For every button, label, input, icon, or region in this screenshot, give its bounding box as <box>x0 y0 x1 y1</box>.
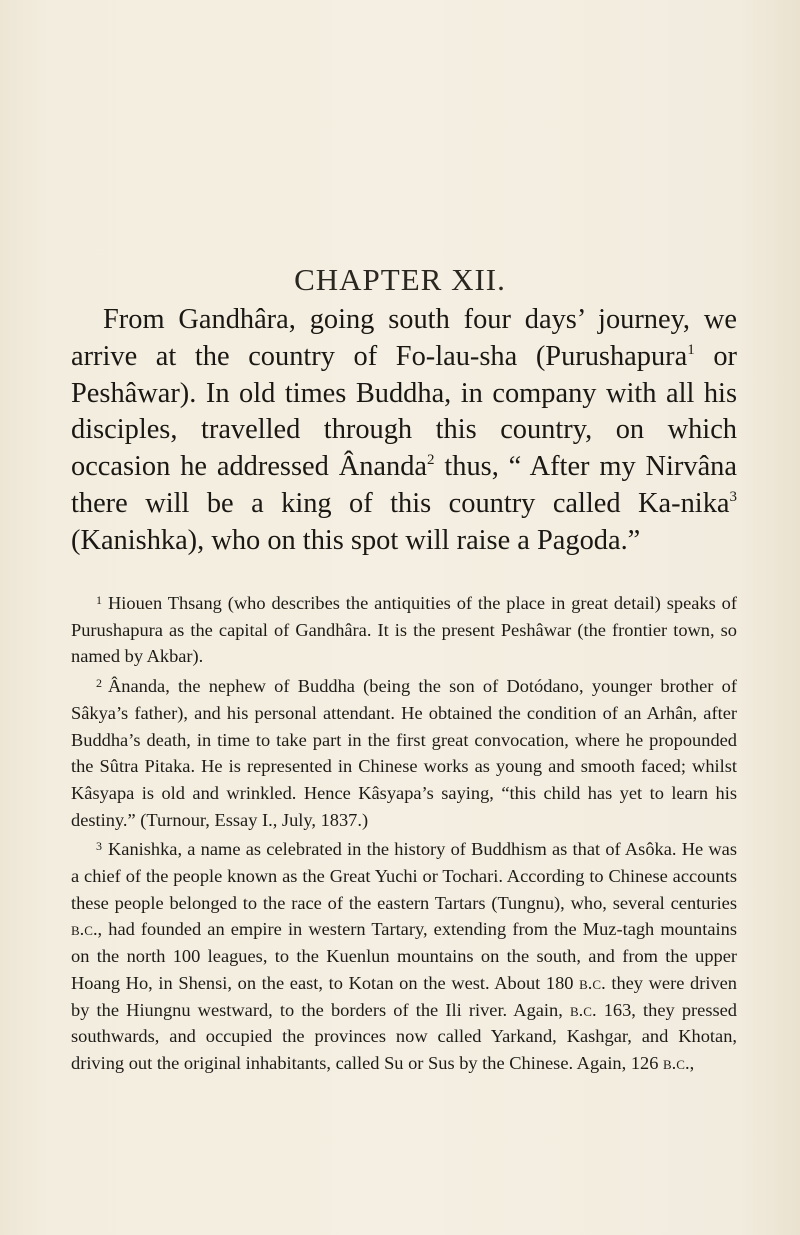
era-abbrev: b.c. <box>663 1052 690 1073</box>
footnote-1 <box>71 587 737 670</box>
paragraph-text-2: or Peshâwar). In old times Buddha, in company with all his disciples, travelled through this country, on which occasion he addressed Ânanda <box>71 340 737 483</box>
footnote-marker: 1 <box>96 593 102 607</box>
footnote-ref-3: 3 <box>729 488 737 505</box>
footnote-text: , had founded an empire in western Tartary, extending from the Muz-tagh mountains on the north 100 leagues, to the Kuenlun mountains on the south, and from the upper Hoang Ho, in Shensi, on the east, to Kotan on the west. About 180 <box>71 919 737 993</box>
footnote-text: Kanishka, a name as celebrated in the history of Buddhism as that of Asôka. He was a chief of the people known as the Great Yuchi or Tochari. According to Chinese accounts these people belonged to the race of the eastern Tartars (Tungnu), who, several centuries <box>71 839 737 913</box>
footnote-ref-1: 1 <box>687 341 695 358</box>
era-abbrev: b.c. <box>579 972 606 993</box>
main-paragraph <box>71 302 737 560</box>
footnote-ref-2: 2 <box>427 452 435 469</box>
era-abbrev: b.c. <box>570 999 597 1020</box>
chapter-title: CHAPTER XII. <box>294 262 506 297</box>
footnote-text: 163, they pressed southwards, and occupied the provinces now called Yarkand, Kashgar, and Khotan, driving out the original inhabitants, called Su or Sus by the Chinese. Again, 126 <box>71 999 737 1073</box>
footnote-marker: 2 <box>96 676 102 691</box>
era-abbrev: b.c. <box>71 919 98 940</box>
footnote-2 <box>71 670 737 833</box>
footnote-marker: 3 <box>96 839 102 854</box>
paragraph-text-3: thus, “ After my Nirvâna there will be a king of this country called Ka-nika <box>71 451 737 519</box>
footnote-3 <box>71 833 737 1076</box>
footnote-text: , <box>689 1052 695 1073</box>
footnote-text: they were driven by the Hiungnu westward, to the borders of the Ili river. Again, <box>71 972 738 1020</box>
footnote-text: Hiouen Thsang (who describes the antiquities of the place in great detail) speaks of Purushapura as the capital of Gandhâra. It is the present Peshâwar (the frontier town, so named by Akbar). <box>71 593 737 667</box>
footnote-text: Ânanda, the nephew of Buddha (being the son of Dotódano, younger brother of Sâkya’s father), and his personal attendant. He obtained the condition of an Arhân, after Buddha’s death, in time to take part in the first great convocation, where he propounded the Sûtra Pitaka. He is represented in Chinese works as young and smooth faced; whilst Kâsyapa is old and wrinkled. Hence Kâsyapa’s saying, “this child has yet to learn his destiny.” (Turnour, Essay I., July, 1837.) <box>71 676 737 830</box>
paragraph-text-4: (Kanishka), who on this spot will raise a Pagoda.” <box>71 524 641 556</box>
paragraph-text-1: From Gandhâra, going south four days’ journey, we arrive at the country of Fo-lau-sha (Purushapura <box>71 304 737 372</box>
footnotes-section <box>71 587 737 1077</box>
